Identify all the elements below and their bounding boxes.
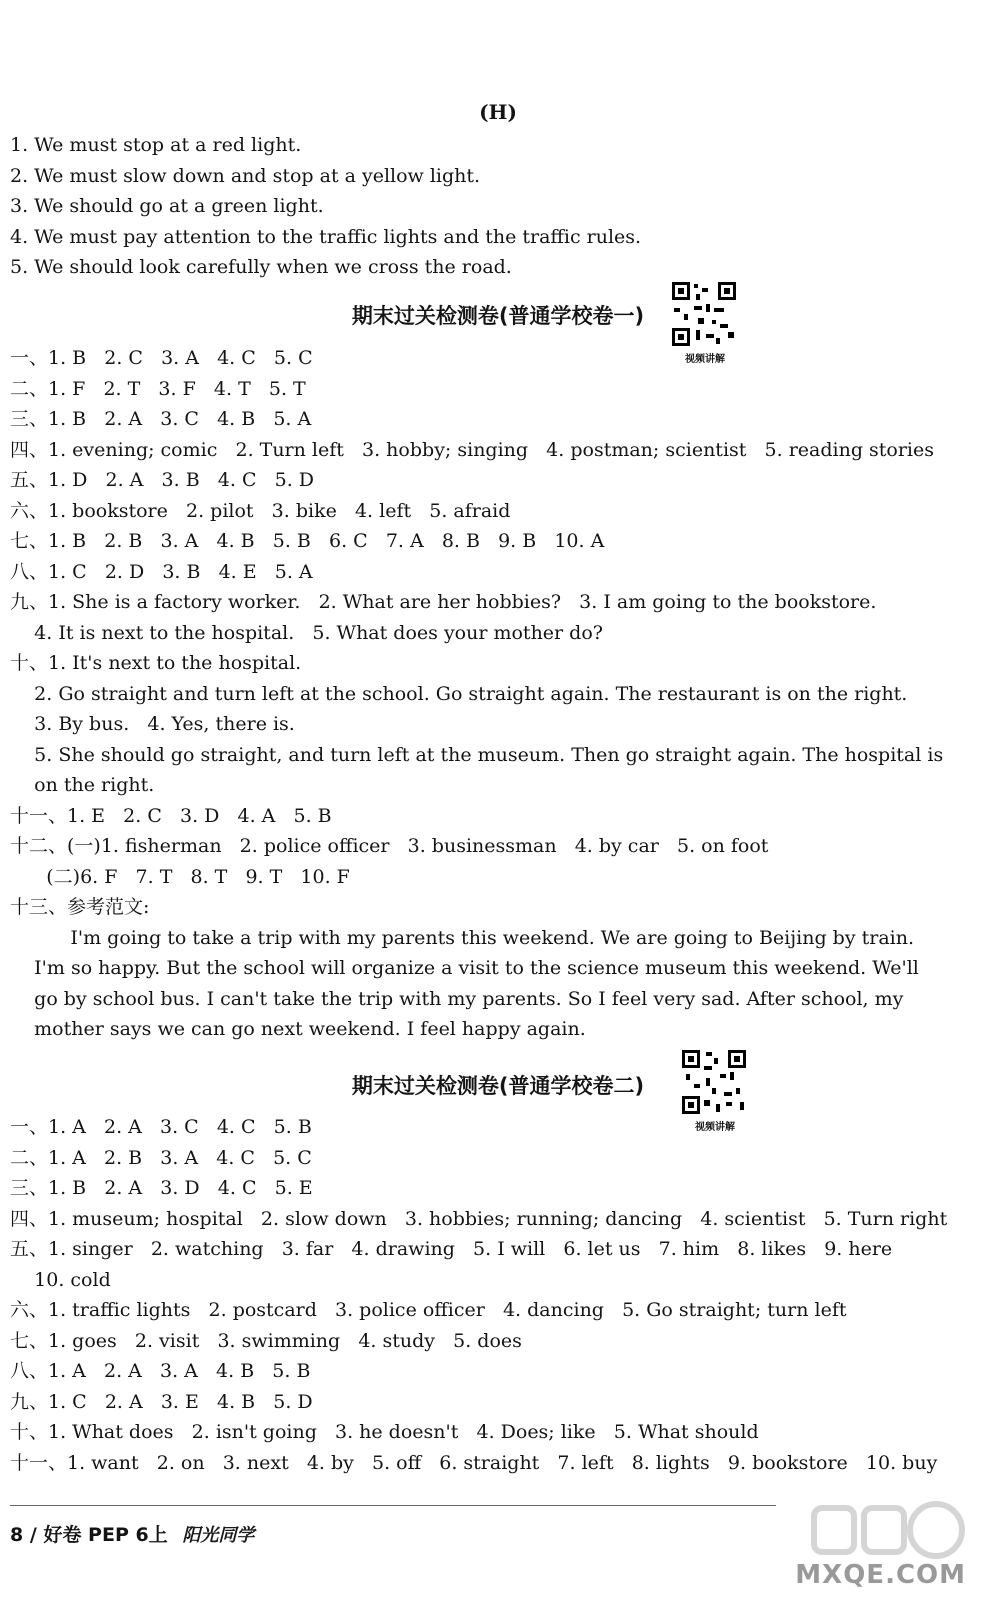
answer-line: mother says we can go next weekend. I feel happy again. [10, 1018, 586, 1040]
answer-line: go by school bus. I can't take the trip with my parents. So I feel very sad. After school, my [10, 987, 904, 1010]
answer-line: 七、1. B 2. B 3. A 4. B 5. B 6. C 7. A 8. B 9. B 10. A [10, 530, 605, 552]
answer-line: I'm going to take a trip with my parents this weekend. We are going to Beijing by train. [10, 926, 914, 949]
answer-line: 六、1. traffic lights 2. postcard 3. police officer 4. dancing 5. Go straight; turn left [10, 1299, 847, 1321]
answer-line: 4. It is next to the hospital. 5. What does your mother do? [10, 621, 603, 644]
test1-qr-caption: 视频讲解 [685, 354, 725, 365]
answer-line: 十、1. What does 2. isn't going 3. he doesn't 4. Does; like 5. What should [10, 1421, 759, 1443]
brand-logo: 阳光同学 [182, 1525, 255, 1546]
answer-line: 十三、参考范文: [10, 896, 150, 918]
answer-line: (二)6. F 7. T 8. T 9. T 10. F [10, 865, 350, 888]
answer-line: 三、1. B 2. A 3. C 4. B 5. A [10, 408, 312, 430]
answer-line: 六、1. bookstore 2. pilot 3. bike 4. left 5. afraid [10, 499, 511, 522]
answer-line: 3. By bus. 4. Yes, there is. [10, 713, 295, 735]
test2-qr-caption: 视频讲解 [695, 1122, 735, 1133]
answer-line: 2. We must slow down and stop at a yellow light. [10, 164, 481, 187]
answer-line: 一、1. A 2. A 3. C 4. C 5. B [10, 1116, 312, 1138]
answer-line: 四、1. evening; comic 2. Turn left 3. hobby; singing 4. postman; scientist 5. reading stories [10, 438, 935, 461]
answer-line: 2. Go straight and turn left at the school. Go straight again. The restaurant is on the right. [10, 682, 908, 705]
footer-divider [10, 1505, 776, 1506]
answer-line: 4. We must pay attention to the traffic lights and the traffic rules. [10, 225, 642, 248]
answer-line: 5. We should look carefully when we cross the road. [10, 256, 512, 278]
answer-line: 二、1. A 2. B 3. A 4. C 5. C [10, 1146, 312, 1169]
answer-line: 四、1. museum; hospital 2. slow down 3. hobbies; running; dancing 4. scientist 5. Turn right [10, 1207, 948, 1230]
answer-line: 十二、(一)1. fisherman 2. police officer 3. businessman 4. by car 5. on foot [10, 835, 769, 857]
test2-title: 期末过关检测卷(普通学校卷二) [351, 1074, 645, 1098]
answer-line: I'm so happy. But the school will organize a visit to the science museum this weekend. We'll [10, 957, 919, 979]
book-label: 好卷 PEP 6上 [43, 1524, 168, 1546]
answer-line: 八、1. C 2. D 3. B 4. E 5. A [10, 560, 313, 583]
answer-line: 一、1. B 2. C 3. A 4. C 5. C [10, 347, 313, 369]
answer-line: 九、1. C 2. A 3. E 4. B 5. D [10, 1390, 313, 1413]
answer-line: 10. cold [10, 1268, 111, 1291]
test1-title: 期末过关检测卷(普通学校卷一) [351, 304, 645, 328]
answer-line: 十、1. It's next to the hospital. [10, 652, 302, 674]
page-number: 8 [10, 1524, 24, 1546]
answer-line: 三、1. B 2. A 3. D 4. C 5. E [10, 1177, 313, 1199]
qr-code-icon [670, 280, 738, 348]
answer-line: 1. We must stop at a red light. [10, 134, 302, 156]
test1-qr-code[interactable] [670, 280, 740, 365]
page-footer [10, 1520, 254, 1547]
watermark-text: MXQE.COM [795, 1560, 966, 1590]
answer-line: 五、1. D 2. A 3. B 4. C 5. D [10, 469, 315, 491]
test2-qr-code[interactable] [680, 1048, 750, 1133]
qr-code-icon [680, 1048, 748, 1116]
answer-line: 5. She should go straight, and turn left at the museum. Then go straight again. The hospital is [10, 743, 944, 766]
answer-line: 十一、1. want 2. on 3. next 4. by 5. off 6. straight 7. left 8. lights 9. bookstore 10. buy [10, 1451, 938, 1474]
answer-line: 八、1. A 2. A 3. A 4. B 5. B [10, 1360, 311, 1382]
answer-line: 七、1. goes 2. visit 3. swimming 4. study 5. does [10, 1329, 522, 1352]
answer-line: 3. We should go at a green light. [10, 195, 324, 217]
answer-line: 五、1. singer 2. watching 3. far 4. drawing 5. I will 6. let us 7. him 8. likes 9. here [10, 1238, 893, 1260]
answer-line: 二、1. F 2. T 3. F 4. T 5. T [10, 377, 306, 400]
section-h-heading: (H) [479, 100, 517, 124]
answer-line: on the right. [10, 774, 155, 796]
footer-separator: / [29, 1524, 37, 1546]
answer-line: 十一、1. E 2. C 3. D 4. A 5. B [10, 804, 332, 827]
answer-line: 九、1. She is a factory worker. 2. What are her hobbies? 3. I am going to the bookstore. [10, 591, 877, 613]
